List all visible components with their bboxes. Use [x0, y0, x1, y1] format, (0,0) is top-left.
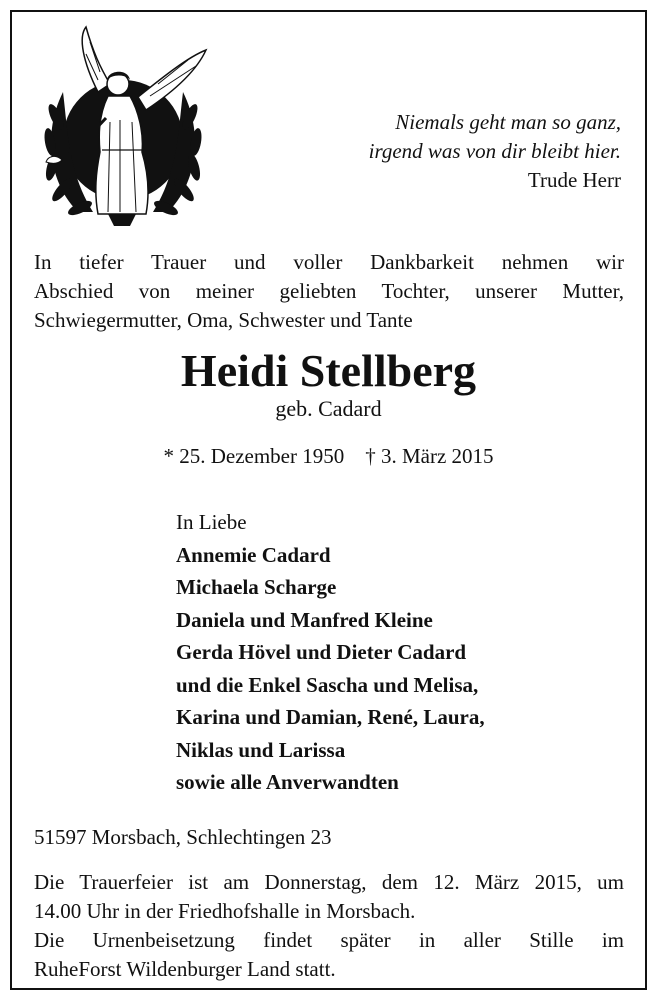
maiden-name: geb. Cadard: [275, 396, 382, 421]
mourners-list: [176, 506, 485, 799]
mourner-line: Daniela und Manfred Kleine: [176, 607, 433, 632]
mourners-lead: In Liebe: [176, 510, 247, 534]
deceased-name: Heidi Stellberg: [180, 345, 477, 396]
funeral-service-info: [34, 868, 624, 984]
quote-author: Trude Herr: [527, 168, 621, 192]
mourner-line: und die Enkel Sascha und Melisa,: [176, 672, 479, 697]
angel-wreath-icon: [38, 22, 208, 232]
mourner-line: Michaela Scharge: [176, 575, 337, 599]
mourner-line: Karina und Damian, René, Laura,: [176, 705, 485, 729]
intro-line-2: Abschied von meiner geliebten Tochter, unserer Mutter,: [34, 279, 624, 303]
intro-line-3: Schwiegermutter, Oma, Schwester und Tante: [34, 308, 413, 332]
service-line-1: Die Trauerfeier ist am Donnerstag, dem 12. März 2015, um: [34, 870, 624, 894]
service-line-2: 14.00 Uhr in der Friedhofshalle in Morsbach.: [34, 899, 416, 923]
intro-text: [34, 248, 624, 335]
quote-line-1: Niemals geht man so ganz,: [395, 110, 621, 134]
intro-line-1: In tiefer Trauer und voller Dankbarkeit nehmen wir: [34, 250, 624, 274]
mourner-line: Gerda Hövel und Dieter Cadard: [176, 640, 467, 664]
quote-line-2: irgend was von dir bleibt hier.: [368, 139, 621, 163]
life-dates: * 25. Dezember 1950 † 3. März 2015: [163, 444, 494, 468]
mourner-line: Niklas und Larissa: [176, 737, 346, 762]
service-line-3: Die Urnenbeisetzung findet später in aller Stille im: [34, 928, 624, 952]
mourner-line: Annemie Cadard: [176, 542, 331, 567]
service-line-4: RuheForst Wildenburger Land statt.: [34, 957, 336, 981]
epitaph-quote: [369, 108, 621, 195]
family-address: 51597 Morsbach, Schlechtingen 23: [34, 825, 332, 849]
mourner-line: sowie alle Anverwandten: [176, 770, 399, 794]
